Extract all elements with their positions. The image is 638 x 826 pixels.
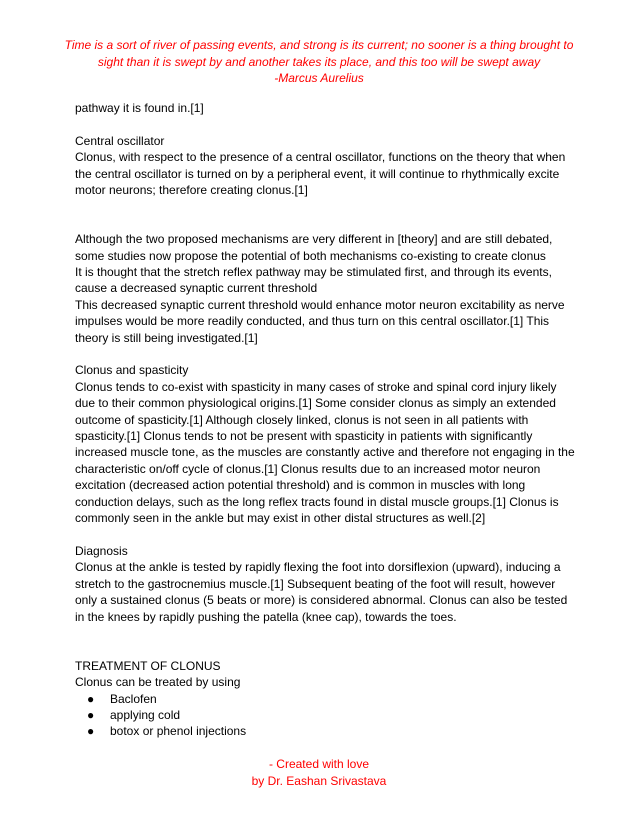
mechanisms-paragraph-2: It is thought that the stretch reflex pathway may be stimulated first, and through its events, cause a decreased synaptic current threshold	[75, 265, 552, 296]
list-item	[75, 691, 575, 707]
diagnosis-heading: Diagnosis	[75, 543, 128, 558]
footer-line-2: by Dr. Eashan Srivastava	[251, 773, 387, 788]
intro-line: pathway it is found in.[1]	[75, 101, 204, 115]
mechanisms-paragraph-3: This decreased synaptic current threshold would enhance motor neuron excitability as nerve impulses would be more readily conducted, and thus turn on this central oscillator.[1] This theory is still being investigated.[1]	[75, 297, 565, 345]
list-item	[75, 723, 575, 739]
footer-signature	[0, 756, 638, 789]
quote-line-2: sight than it is swept by and another takes its place, and this too will be swept away	[97, 54, 541, 69]
bullet-icon: ●	[87, 691, 95, 706]
central-oscillator-text: Clonus, with respect to the presence of a central oscillator, functions on the theory that when the central oscillator is turned on by a peripheral event, it will continue to rhythmically excite motor neurons; therefore creating clonus.[1]	[75, 150, 566, 198]
mechanisms-paragraph-1: Although the two proposed mechanisms are very different in [theory] and are still debated, some studies now propose the potential of both mechanisms co-existing to create clonus	[75, 232, 553, 263]
quote-author: -Marcus Aurelius	[274, 71, 364, 85]
bullet-icon: ●	[87, 707, 95, 722]
list-item-text: applying cold	[110, 707, 181, 722]
diagnosis-text: Clonus at the ankle is tested by rapidly flexing the foot into dorsiflexion (upward), inducing a stretch to the gastrocnemius muscle.[1] Subsequent beating of the foot will result, however only a sustained clonus (5 beats or more) is considered abnormal. Clonus can also be tested in the knees by rapidly pushing the patella (knee cap), towards the toes.	[75, 560, 568, 624]
spasticity-heading: Clonus and spasticity	[75, 363, 189, 378]
list-item-text: Baclofen	[110, 691, 157, 706]
document-body	[75, 100, 575, 740]
treatment-list	[75, 691, 575, 740]
treatment-intro: Clonus can be treated by using	[75, 675, 241, 690]
bullet-icon: ●	[87, 724, 95, 739]
central-oscillator-heading: Central oscillator	[75, 133, 165, 148]
spasticity-text: Clonus tends to co-exist with spasticity in many cases of stroke and spinal cord injury likely due to their common physiological origins.[1] Some consider clonus as simply an extended outcome of spasticity.[1] Although closely linked, clonus is not seen in all patients with spasticity.[1] Clonus tends to not be present with spasticity in patients with significantly increased muscle tone, as the muscles are constantly active and therefore not engaging in the characteristic on/off cycle of clonus.[1] Clonus results due to an increased motor neuron excitation (decreased action potential threshold) and is common in muscles with long conduction delays, such as the long reflex tracts found in distal muscle groups.[1] Clonus is commonly seen in the ankle but may exist in other distal structures as well.[2]	[75, 379, 575, 526]
treatment-heading: TREATMENT OF CLONUS	[75, 658, 221, 673]
footer-line-1: - Created with love	[268, 757, 370, 771]
list-item-text: botox or phenol injections	[110, 724, 247, 739]
quote-line-1: Time is a sort of river of passing events, and strong is its current; no sooner is a thing brought to	[64, 38, 574, 52]
header-quote	[60, 37, 578, 87]
list-item	[75, 707, 575, 723]
